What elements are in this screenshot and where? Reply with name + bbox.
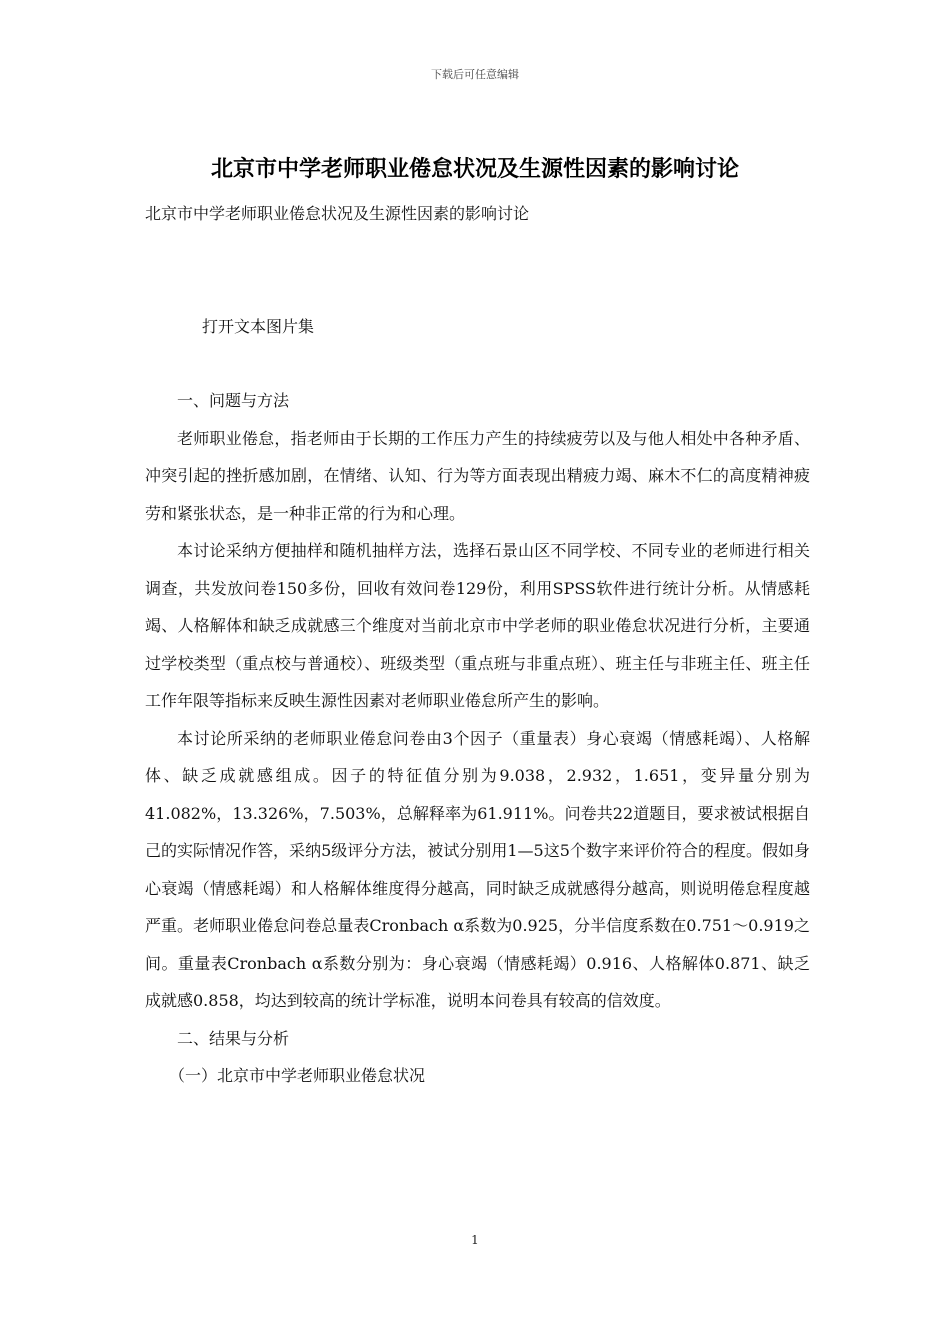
open-image-set-link[interactable]: 打开文本图片集 [202, 317, 315, 336]
paragraph-questionnaire: 本讨论所采纳的老师职业倦怠问卷由3个因子（重量表）身心衰竭（情感耗竭）、人格解体、缺乏成就感组成。因子的特征值分别为9.038，2.932，1.651，变异量分别为41.082%，13.326%，7.503%，总解释率为61.911%。问卷共22道题目，要求被试根据自己的实际情况作答，采纳5级评分方法，被试分别用1—5这5个数字来评价符合的程度。假如身心衰竭（情感耗竭）和人格解体维度得分越高，同时缺乏成就感得分越高，则说明倦怠程度越严重。老师职业倦怠问卷总量表Cronbach α系数为0.925，分半信度系数在0.751～0.919之间。重量表Cronbach α系数分别为：身心衰竭（情感耗竭）0.916、人格解体0.871、缺乏成就感0.858，均达到较高的统计学标准，说明本问卷具有较高的信效度。 [145, 728, 810, 1010]
header-note: 下载后可任意编辑 [431, 68, 519, 81]
document-subtitle: 北京市中学老师职业倦怠状况及生源性因素的影响讨论 [145, 204, 530, 223]
section-heading-results: 二、结果与分析 [177, 1028, 290, 1048]
page-number: 1 [471, 1233, 479, 1247]
paragraph-definition: 老师职业倦怠，指老师由于长期的工作压力产生的持续疲劳以及与他人相处中各种矛盾、冲突引起的挫折感加剧，在情绪、认知、行为等方面表现出精疲力竭、麻木不仁的高度精神疲劳和紧张状态，是一种非正常的行为和心理。 [145, 428, 810, 523]
paragraph-sampling: 本讨论采纳方便抽样和随机抽样方法，选择石景山区不同学校、不同专业的老师进行相关调查，共发放问卷150多份，回收有效问卷129份，利用SPSS软件进行统计分析。从情感耗竭、人格解体和缺乏成就感三个维度对当前北京市中学老师的职业倦怠状况进行分析，主要通过学校类型（重点校与普通校）、班级类型（重点班与非重点班）、班主任与非班主任、班主任工作年限等指标来反映生源性因素对老师职业倦怠所产生的影响。 [145, 541, 810, 710]
document-body [145, 382, 810, 1095]
subsection-heading-status: （一）北京市中学老师职业倦怠状况 [169, 1066, 426, 1085]
section-heading-methods: 一、问题与方法 [177, 391, 290, 410]
document-title: 北京市中学老师职业倦怠状况及生源性因素的影响讨论 [210, 156, 739, 182]
